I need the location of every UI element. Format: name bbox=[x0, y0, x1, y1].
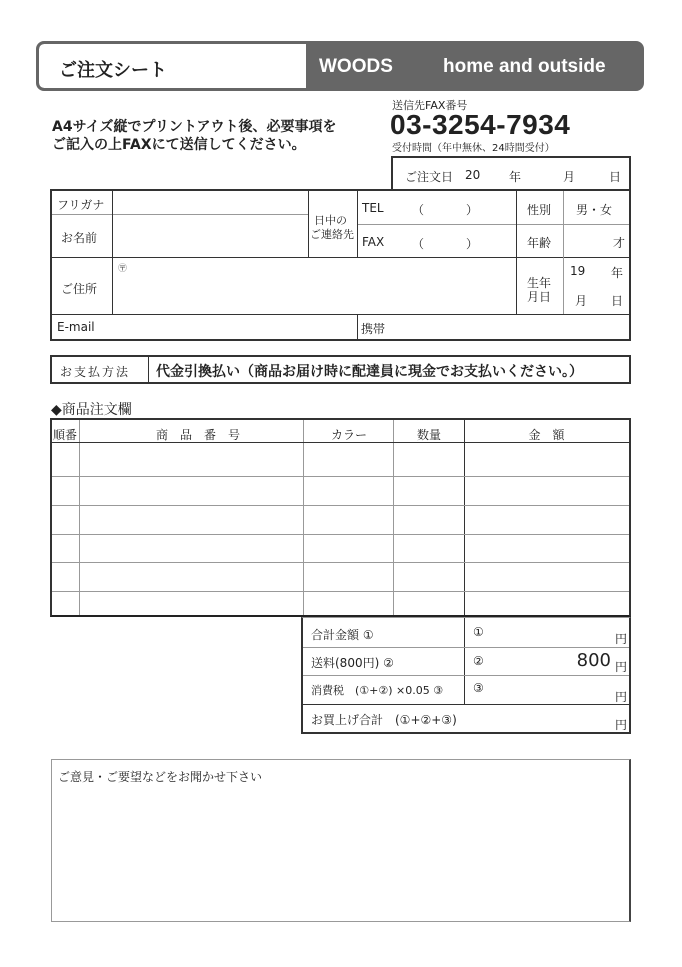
tax-label: 消費税 (①+②) ×0.05 ③ bbox=[311, 684, 444, 697]
shipping-field bbox=[465, 648, 629, 675]
birth-year-unit: 年 bbox=[610, 266, 623, 280]
fax-hours: 受付時間（年中無休、24時間受付） bbox=[392, 143, 555, 154]
column-header-amount: 金 額 bbox=[528, 428, 565, 442]
furigana-input[interactable] bbox=[114, 192, 306, 213]
mobile-label: 携帯 bbox=[361, 322, 386, 336]
order-date-year-unit: 年 bbox=[509, 170, 522, 184]
grand-total-input[interactable] bbox=[303, 705, 629, 731]
order-date-day-unit: 日 bbox=[609, 170, 622, 184]
grand-total-label: お買上げ合計 (①+②+③) bbox=[311, 713, 457, 727]
comments-label: ご意見・ご要望などをお聞かせ下さい bbox=[58, 770, 263, 784]
table-row[interactable] bbox=[52, 443, 629, 476]
shipping-currency: 円 bbox=[614, 660, 627, 674]
divider bbox=[148, 357, 149, 382]
payment-value: 代金引換払い（商品お届け時に配達員に現金でお支払いください。） bbox=[156, 364, 583, 380]
gender-label: 性別 bbox=[527, 203, 552, 217]
instructions bbox=[52, 118, 336, 154]
birthdate-label-1: 生年 bbox=[527, 276, 552, 290]
birth-month-unit: 月 bbox=[575, 294, 588, 308]
tax-currency: 円 bbox=[614, 690, 627, 704]
subtotal-input[interactable] bbox=[465, 618, 629, 647]
instructions-line-2: ご記入の上FAXにて送信してください。 bbox=[52, 137, 306, 153]
subtotal-mark: ① bbox=[473, 625, 484, 639]
tel-paren-open: （ bbox=[412, 203, 425, 217]
postal-mark-icon: 〶 bbox=[118, 264, 128, 274]
daytime-contact-label-2: ご連絡先 bbox=[310, 228, 354, 241]
birthdate-label-2: 月日 bbox=[527, 290, 552, 304]
shipping-label: 送料(800円) ② bbox=[311, 656, 394, 670]
age-label: 年齢 bbox=[527, 236, 552, 250]
header-title-panel bbox=[39, 44, 306, 88]
shipping-mark: ② bbox=[473, 654, 484, 668]
age-input[interactable] bbox=[565, 226, 627, 256]
payment-label: お支払方法 bbox=[60, 365, 131, 379]
tax-mark: ③ bbox=[473, 681, 484, 695]
order-date-field[interactable] bbox=[391, 156, 631, 190]
table-row[interactable] bbox=[52, 563, 629, 591]
divider bbox=[563, 191, 564, 314]
email-label: E-mail bbox=[57, 320, 95, 334]
gender-options[interactable]: 男・女 bbox=[576, 203, 613, 217]
tel-label: TEL bbox=[362, 201, 384, 215]
order-table bbox=[50, 418, 631, 617]
table-row[interactable] bbox=[52, 477, 629, 505]
fax-number: 03-3254-7934 bbox=[390, 109, 571, 140]
order-date-label: ご注文日 bbox=[405, 170, 454, 184]
tel-paren-close: ） bbox=[466, 203, 479, 217]
birth-day-unit: 日 bbox=[610, 294, 623, 308]
column-header-number: 順番 bbox=[53, 428, 78, 442]
email-input[interactable] bbox=[52, 315, 356, 339]
divider bbox=[112, 191, 113, 314]
comments-textarea[interactable] bbox=[51, 759, 631, 922]
name-label: お名前 bbox=[61, 231, 98, 245]
divider bbox=[308, 191, 309, 257]
payment-method-row bbox=[50, 355, 631, 384]
column-header-color: カラー bbox=[330, 428, 367, 442]
subtotal-label: 合計金額 ① bbox=[311, 628, 374, 642]
name-input[interactable] bbox=[114, 216, 306, 256]
column-header-quantity: 数量 bbox=[416, 428, 441, 442]
fax-input[interactable] bbox=[358, 225, 515, 256]
brand-tagline: home and outside bbox=[443, 56, 606, 77]
age-unit: 才 bbox=[612, 236, 625, 250]
fax-number-label: 送信先FAX番号 bbox=[392, 99, 468, 112]
divider bbox=[52, 257, 629, 258]
table-row[interactable] bbox=[52, 592, 629, 615]
birth-era: 19 bbox=[570, 264, 586, 278]
tel-input[interactable] bbox=[358, 192, 515, 223]
fax-label: FAX bbox=[362, 235, 385, 249]
fax-paren-close: ） bbox=[466, 237, 479, 251]
page-title: ご注文シート bbox=[59, 60, 167, 81]
fax-paren-open: （ bbox=[412, 237, 425, 251]
mobile-input[interactable] bbox=[358, 315, 628, 339]
shipping-value: 800 bbox=[576, 650, 611, 671]
order-section-title: ◆商品注文欄 bbox=[51, 402, 132, 418]
grand-total-currency: 円 bbox=[614, 718, 627, 732]
header-banner bbox=[36, 41, 644, 91]
instructions-line-1: A4サイズ縦でプリントアウト後、必要事項を bbox=[52, 119, 337, 135]
column-header-product-code: 商 品 番 号 bbox=[155, 428, 240, 442]
brand-name: WOODS bbox=[319, 56, 393, 77]
furigana-label: フリガナ bbox=[57, 198, 105, 212]
order-date-month-unit: 月 bbox=[563, 170, 576, 184]
tax-input[interactable] bbox=[465, 676, 629, 704]
divider bbox=[516, 191, 517, 314]
daytime-contact-label-1: 日中の bbox=[314, 214, 347, 227]
totals-table bbox=[301, 617, 631, 734]
divider bbox=[52, 214, 308, 215]
customer-info-table bbox=[50, 189, 631, 341]
birthdate-input[interactable] bbox=[565, 259, 627, 313]
address-input[interactable] bbox=[114, 259, 514, 313]
table-row[interactable] bbox=[52, 506, 629, 534]
table-row[interactable] bbox=[52, 535, 629, 562]
address-label: ご住所 bbox=[61, 282, 98, 296]
order-date-era: 20 bbox=[465, 168, 481, 182]
subtotal-currency: 円 bbox=[614, 632, 627, 646]
